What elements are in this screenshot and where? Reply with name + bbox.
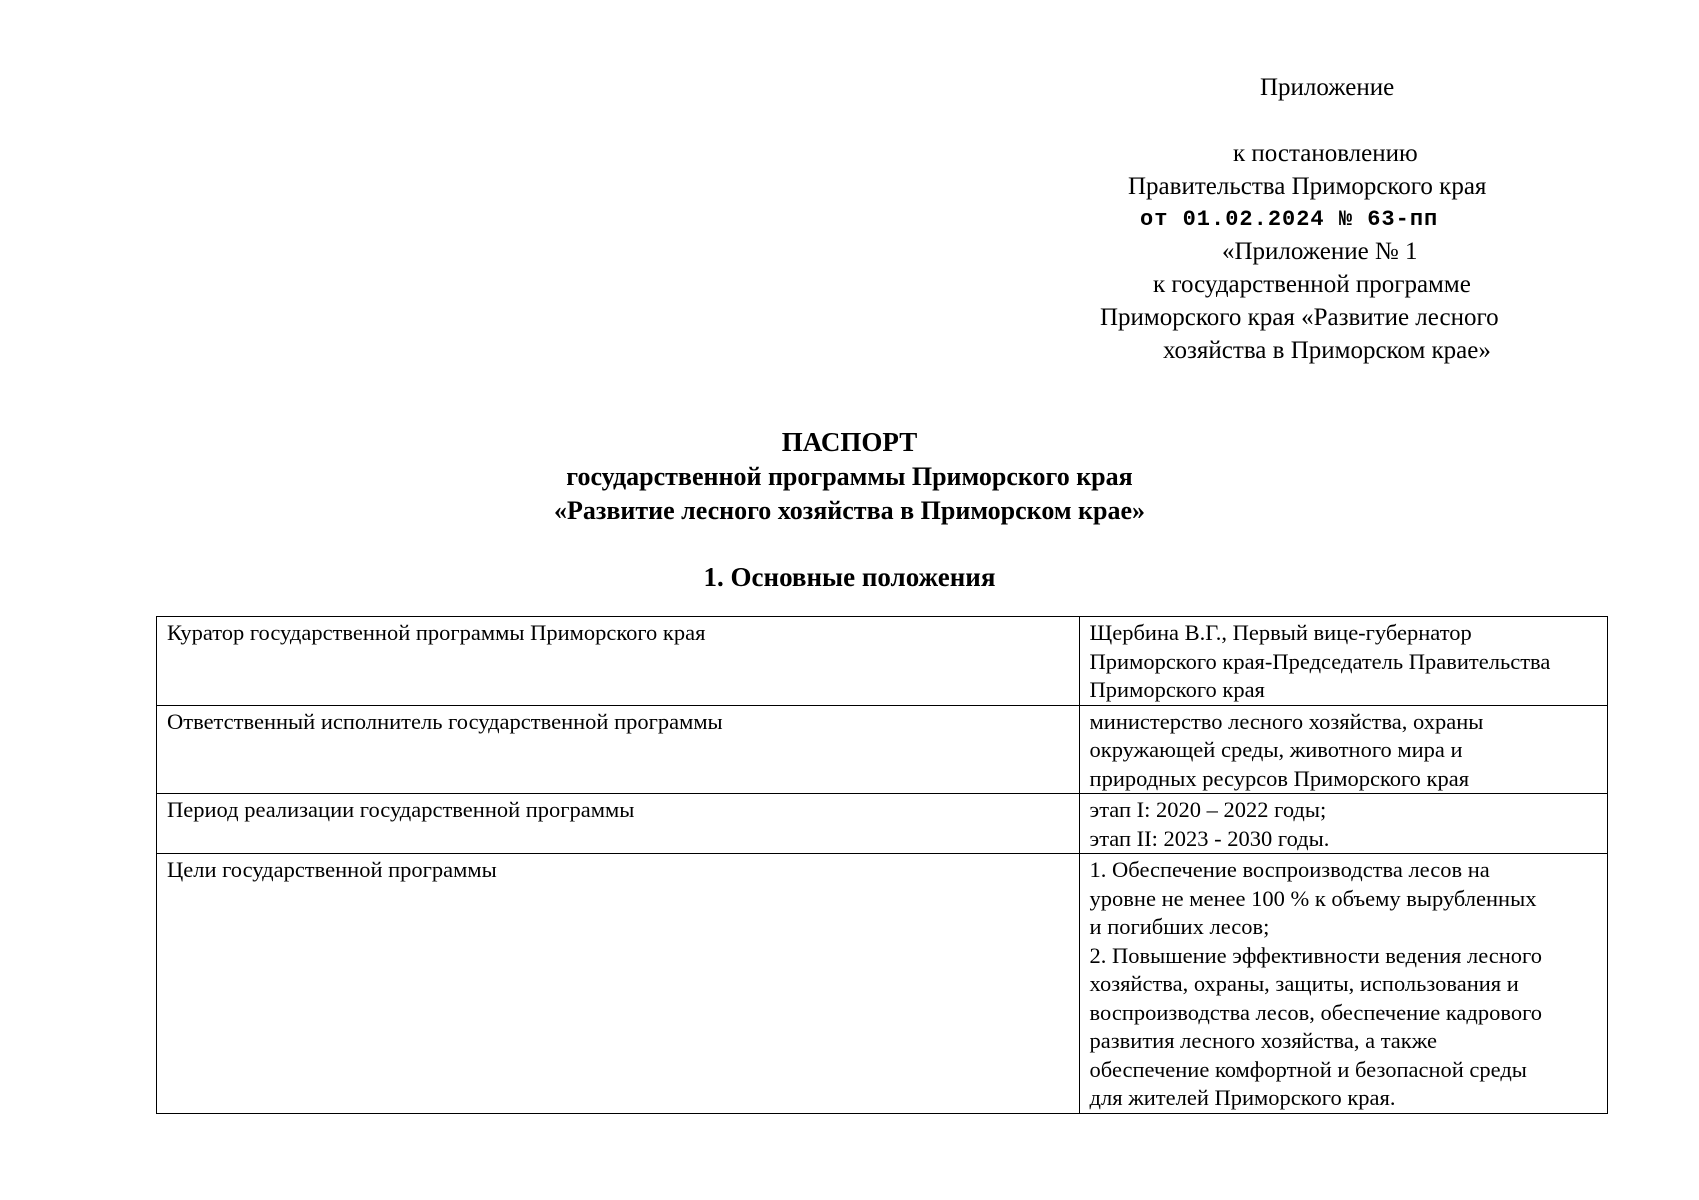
value-line: обеспечение комфортной и безопасной среды <box>1089 1056 1527 1082</box>
table-row <box>157 617 1608 706</box>
value-line: и погибших лесов; <box>1089 914 1270 939</box>
row-label: Период реализации государственной программы <box>157 794 1080 854</box>
decree-line: к постановлению <box>1233 140 1418 167</box>
value-line: этап II: 2023 - 2030 годы. <box>1089 825 1330 851</box>
table-row <box>157 854 1608 1114</box>
value-line: хозяйства, охраны, защиты, использования и <box>1089 971 1519 996</box>
value-line: уровне не менее 100 % к объему вырубленных <box>1089 885 1537 911</box>
appendix-title: Приложение <box>1260 74 1395 101</box>
passport-table <box>156 616 1608 1114</box>
table-row <box>157 794 1608 854</box>
value-line: 1. Обеспечение воспроизводства лесов на <box>1089 857 1490 882</box>
annex-line: хозяйства в Приморском крае» <box>1163 337 1491 364</box>
value-line: Щербина В.Г., Первый вице-губернатор <box>1089 620 1472 645</box>
section-heading: 1. Основные положения <box>703 562 996 592</box>
annex-line: Приморского края «Развитие лесного <box>1100 304 1499 331</box>
value-line: Приморского края <box>1089 677 1265 702</box>
value-line: Приморского края-Председатель Правительства <box>1089 648 1551 674</box>
value-line: воспроизводства лесов, обеспечение кадрового <box>1089 999 1543 1025</box>
value-line: 2. Повышение эффективности ведения лесного <box>1089 942 1542 968</box>
value-line: развития лесного хозяйства, а также <box>1089 1028 1437 1053</box>
value-line: этап I: 2020 – 2022 годы; <box>1089 797 1327 822</box>
annex-line: «Приложение № 1 <box>1222 238 1418 265</box>
row-label: Куратор государственной программы Приморского края <box>157 617 1080 706</box>
value-line: окружающей среды, животного мира и <box>1089 737 1463 762</box>
row-label: Цели государственной программы <box>157 854 1080 1114</box>
value-line: министерство лесного хозяйства, охраны <box>1089 708 1484 734</box>
row-value <box>1079 617 1607 706</box>
row-value <box>1079 854 1607 1114</box>
passport-subtitle-line: государственной программы Приморского края <box>566 462 1133 491</box>
value-line: природных ресурсов Приморского края <box>1089 765 1470 791</box>
value-line: для жителей Приморского края. <box>1089 1085 1396 1110</box>
decree-number-stamp: от 01.02.2024 № 63-пп <box>1140 207 1439 232</box>
passport-title: ПАСПОРТ <box>781 427 918 457</box>
row-value <box>1079 705 1607 794</box>
row-value <box>1079 794 1607 854</box>
decree-line: Правительства Приморского края <box>1128 173 1487 200</box>
row-label: Ответственный исполнитель государственной программы <box>157 705 1080 794</box>
passport-subtitle-line: «Развитие лесного хозяйства в Приморском крае» <box>553 496 1146 525</box>
table-row <box>157 705 1608 794</box>
annex-line: к государственной программе <box>1153 271 1471 298</box>
